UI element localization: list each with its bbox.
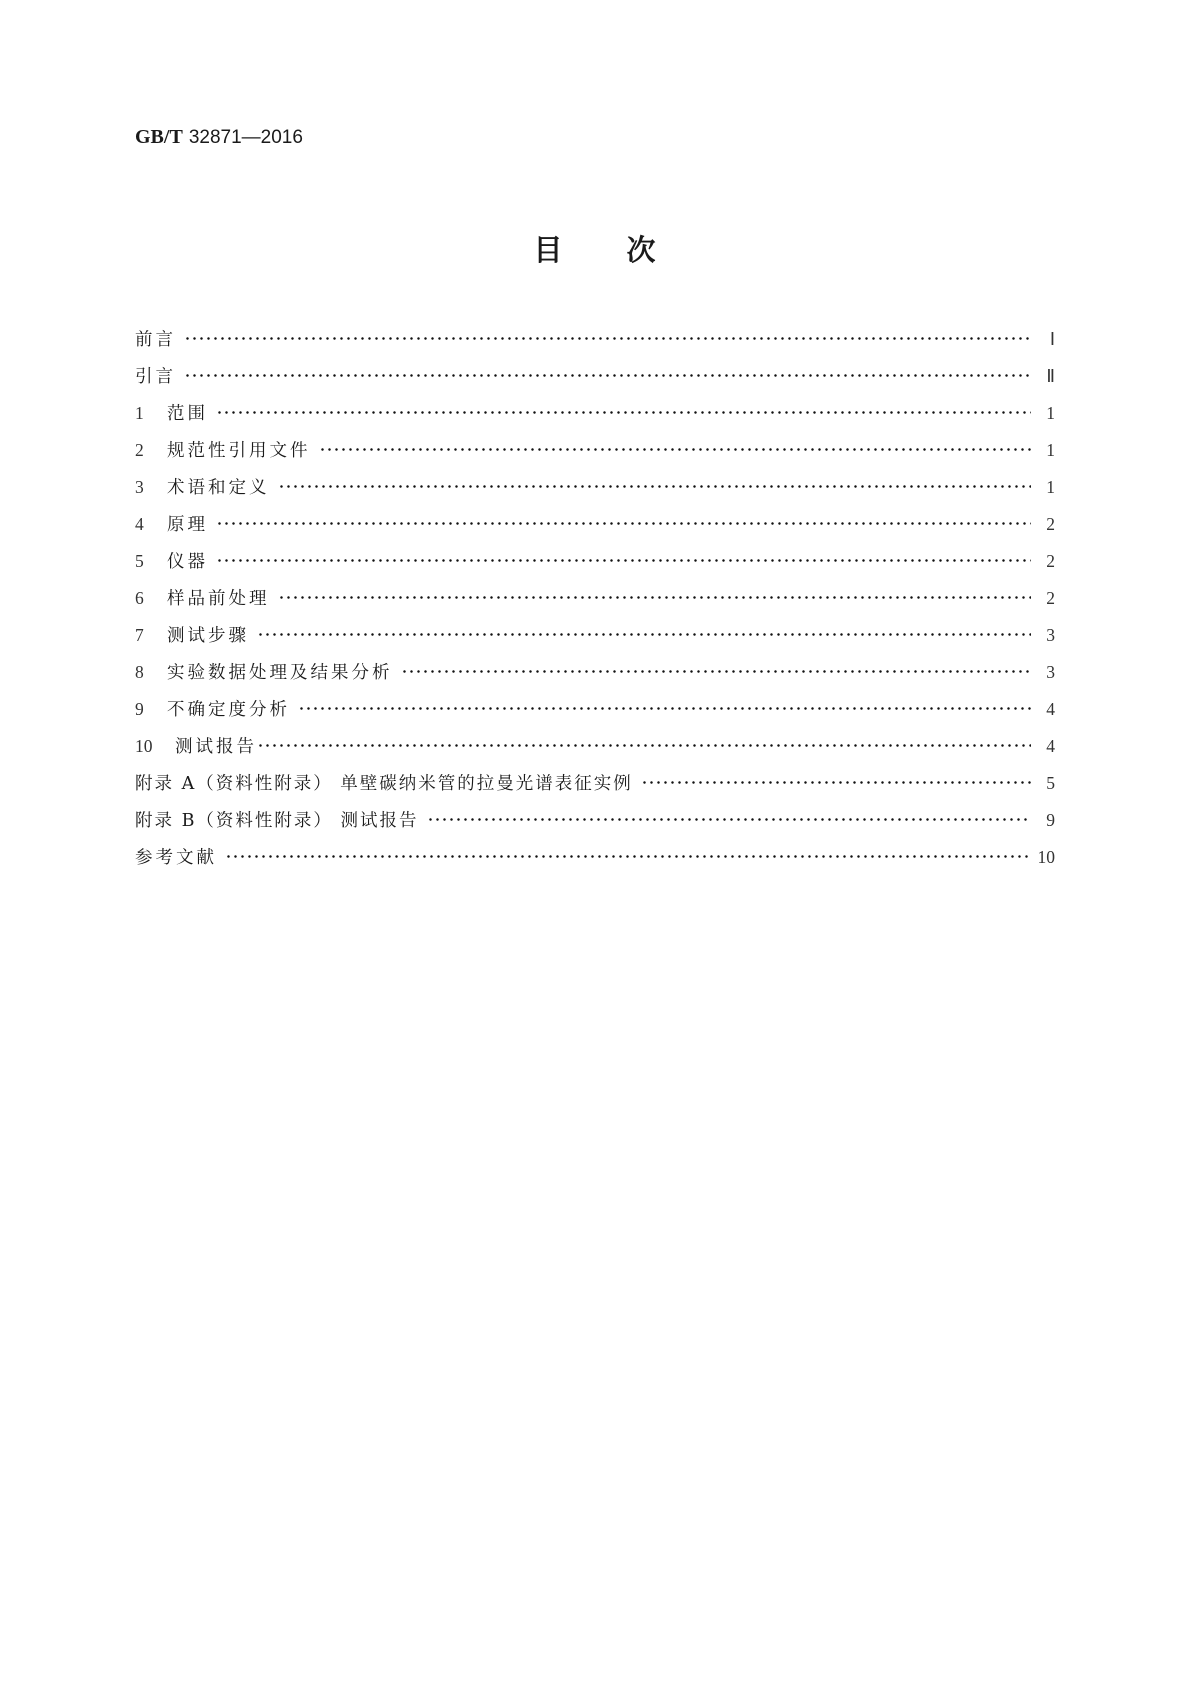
- toc-number: 2: [135, 440, 144, 460]
- toc-entry-data-processing[interactable]: [135, 659, 1055, 696]
- toc-entry-principle[interactable]: [135, 511, 1055, 548]
- dot-leader: [184, 328, 1031, 346]
- dot-leader: [427, 809, 1032, 827]
- toc-label: 附录 A（资料性附录） 单壁碳纳米管的拉曼光谱表征实例: [135, 774, 633, 794]
- toc-label: 测试步骤: [167, 626, 249, 646]
- toc-page: 1: [1046, 477, 1055, 497]
- toc-page: Ⅱ: [1046, 366, 1055, 386]
- dot-leader: [216, 402, 1031, 420]
- dot-leader: [319, 439, 1032, 457]
- toc-entry-introduction[interactable]: [135, 363, 1055, 400]
- toc-entry-bibliography[interactable]: [135, 844, 1055, 881]
- toc-number: 4: [135, 514, 144, 534]
- standard-number: 32871—2016: [188, 127, 303, 148]
- dot-leader: [225, 846, 1030, 864]
- toc-number: 1: [135, 403, 144, 423]
- toc-page: 5: [1046, 773, 1055, 793]
- toc-label: 不确定度分析: [167, 700, 290, 720]
- dot-leader: [401, 661, 1032, 679]
- toc-entry-terms[interactable]: [135, 474, 1055, 511]
- dot-leader: [216, 513, 1031, 531]
- toc-page: 1: [1046, 403, 1055, 423]
- toc-label: 样品前处理: [167, 589, 270, 609]
- toc-page: 3: [1046, 625, 1055, 645]
- toc-page: 3: [1046, 662, 1055, 682]
- toc-entry-sample-pretreatment[interactable]: [135, 585, 1055, 622]
- toc-entry-annex-a[interactable]: [135, 770, 1055, 807]
- table-of-contents: [135, 326, 1055, 881]
- toc-page: 2: [1046, 514, 1055, 534]
- toc-page: 2: [1046, 588, 1055, 608]
- toc-page: 9: [1046, 810, 1055, 830]
- toc-number: 3: [135, 477, 144, 497]
- toc-label: 测试报告: [175, 737, 257, 757]
- toc-number: 8: [135, 662, 144, 682]
- toc-page: 4: [1046, 736, 1055, 756]
- toc-number: 5: [135, 551, 144, 571]
- toc-entry-uncertainty[interactable]: [135, 696, 1055, 733]
- toc-label: 引言: [135, 367, 176, 387]
- toc-label: 原理: [167, 515, 208, 535]
- toc-number: 10: [135, 736, 153, 756]
- dot-leader: [298, 698, 1031, 716]
- standard-code: GB/T: [135, 126, 183, 148]
- toc-number: 9: [135, 699, 144, 719]
- page-title: [0, 228, 1191, 269]
- toc-label: 术语和定义: [167, 478, 270, 498]
- toc-entry-test-procedure[interactable]: [135, 622, 1055, 659]
- toc-number: 6: [135, 588, 144, 608]
- title-char-2: 次: [626, 233, 658, 267]
- toc-label: 前言: [135, 330, 176, 350]
- toc-page: 10: [1037, 847, 1055, 867]
- toc-entry-annex-b[interactable]: [135, 807, 1055, 844]
- toc-entry-normative-references[interactable]: [135, 437, 1055, 474]
- title-char-1: 目: [533, 233, 565, 267]
- standard-number-header: [135, 126, 303, 149]
- toc-page: 4: [1046, 699, 1055, 719]
- toc-label: 仪器: [167, 552, 208, 572]
- toc-label: 附录 B（资料性附录） 测试报告: [135, 811, 419, 831]
- dot-leader: [216, 550, 1031, 568]
- toc-entry-test-report[interactable]: [135, 733, 1055, 770]
- dot-leader: [257, 735, 1031, 753]
- dot-leader: [278, 476, 1032, 494]
- toc-number: 7: [135, 625, 144, 645]
- toc-page: 2: [1046, 551, 1055, 571]
- toc-entry-foreword[interactable]: [135, 326, 1055, 363]
- toc-label: 范围: [167, 404, 208, 424]
- dot-leader: [184, 365, 1031, 383]
- toc-page: Ⅰ: [1049, 329, 1055, 349]
- toc-label: 规范性引用文件: [167, 441, 311, 461]
- toc-label: 实验数据处理及结果分析: [167, 663, 393, 683]
- toc-page: 1: [1046, 440, 1055, 460]
- toc-label: 参考文献: [135, 848, 217, 868]
- dot-leader: [278, 587, 1032, 605]
- toc-entry-apparatus[interactable]: [135, 548, 1055, 585]
- dot-leader: [257, 624, 1031, 642]
- dot-leader: [641, 772, 1031, 790]
- toc-entry-scope[interactable]: [135, 400, 1055, 437]
